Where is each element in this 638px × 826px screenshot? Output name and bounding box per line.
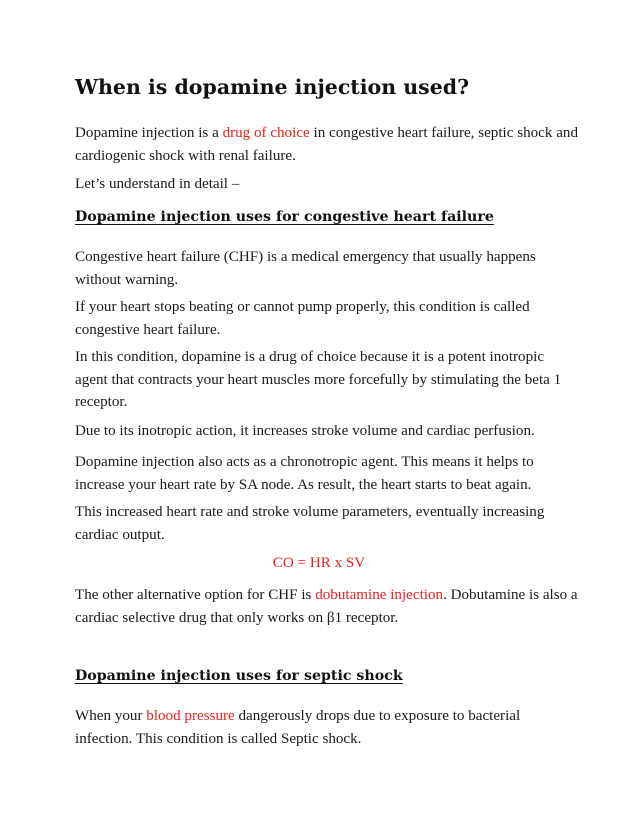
chf-paragraph-3 [75,346,580,414]
septic-p1-text-b: dangerously drops due to exposure to bacterial [234,708,521,724]
intro-text-b: in congestive heart failure, septic shock and [309,125,578,141]
chf-p4-line-1: Due to its inotropic action, it increases stroke volume and cardiac perfusion. [75,423,535,439]
chf-p6-line-2: cardiac output. [75,526,165,543]
chf-p3-line-1: In this condition, dopamine is a drug of choice because it is a potent inotropic [75,349,545,365]
chf-p1-line-2: without warning. [75,271,179,288]
blood-pressure-link[interactable]: blood pressure [146,708,235,724]
chf-section-heading: Dopamine injection uses for congestive heart failure [75,209,494,225]
chf-p3-line-2: agent that contracts your heart muscles more forcefully by stimulating the beta 1 [75,371,562,388]
septic-p1-text-a: When your [75,708,147,724]
chf-paragraph-6 [75,501,580,546]
intro-line-1 [75,122,580,145]
chf-p7-text-b: . Dobutamine is also a [443,587,578,603]
septic-paragraph-1 [75,705,580,750]
chf-paragraph-2 [75,296,580,341]
chf-p6-line-1: This increased heart rate and stroke volume parameters, eventually increasing [75,504,545,520]
septic-p1-line-2: infection. This condition is called Septic shock. [75,730,362,747]
intro-paragraph [75,122,580,167]
septic-section-heading: Dopamine injection uses for septic shock [75,668,403,684]
chf-paragraph-7 [75,584,580,629]
chf-p7-text-a: The other alternative option for CHF is [75,587,316,603]
drug-of-choice-link[interactable]: drug of choice [222,125,310,141]
chf-p7-line-1 [75,584,580,607]
chf-paragraph-5 [75,451,580,496]
chf-p2-line-2: congestive heart failure. [75,321,221,338]
intro-text-a: Dopamine injection is a [75,125,223,141]
chf-p3-line-3: receptor. [75,394,128,410]
septic-p1-line-1 [75,705,580,728]
chf-paragraph-4 [75,420,580,443]
page-title: When is dopamine injection used? [75,75,470,99]
chf-p5-line-2: increase your heart rate by SA node. As result, the heart starts to beat again. [75,476,532,493]
cardiac-output-formula: CO = HR x SV [272,555,366,571]
lets-understand-text: Let’s understand in detail – [75,176,240,192]
intro-line-2: cardiogenic shock with renal failure. [75,147,296,164]
dobutamine-injection-link[interactable]: dobutamine injection [315,587,444,603]
chf-p2-line-1: If your heart stops beating or cannot pump properly, this condition is called [75,299,530,315]
chf-p1-line-1: Congestive heart failure (CHF) is a medical emergency that usually happens [75,249,536,265]
chf-p5-line-1: Dopamine injection also acts as a chronotropic agent. This means it helps to [75,454,534,470]
chf-p7-line-2: cardiac selective drug that only works on β1 receptor. [75,609,399,626]
chf-paragraph-1 [75,246,580,291]
